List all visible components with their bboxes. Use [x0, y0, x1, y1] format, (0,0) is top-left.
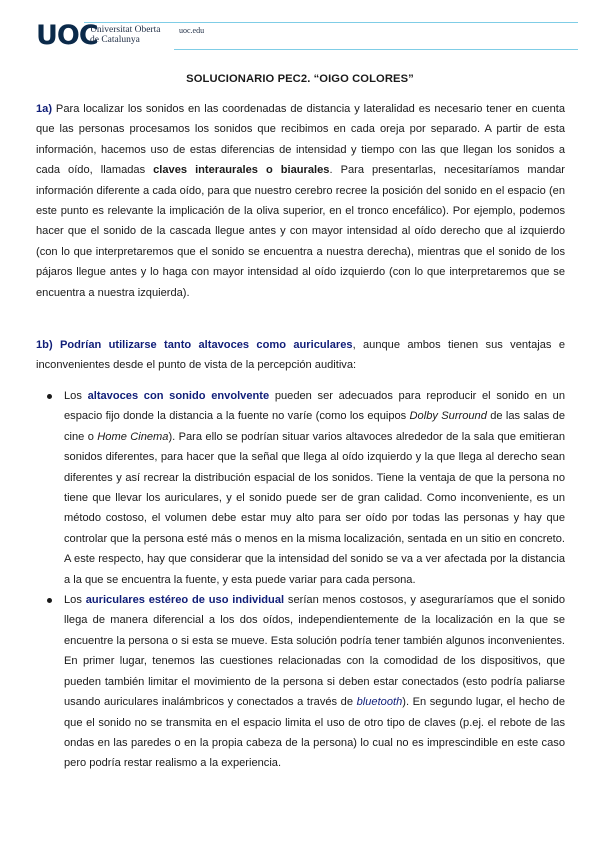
org-url: uoc.edu: [179, 26, 205, 35]
org-name: [90, 25, 160, 45]
bullet-2-text-3: ). En segundo lugar, el hecho de que el sonido no se transmita en el espacio limita el uso de otro tipo de claves (p.ej. el rebote de las ondas en las paredes o en la propia cabeza de la persona) lo cual no es imprescindible en este caso pero podría restar realismo a la experiencia.: [64, 696, 565, 770]
paragraph-1b-lead: [36, 335, 565, 376]
bullet-1-bold: altavoces con sonido envolvente: [87, 390, 270, 402]
list-item: [36, 590, 565, 774]
list-item: [36, 386, 565, 590]
section-label-1a: 1a): [36, 103, 53, 115]
section-label-1b: 1b) Podrían utilizarse tanto altavoces como auriculares: [36, 339, 353, 351]
bullet-icon: [47, 598, 52, 603]
bullet-1-text-3: de las salas de cine o: [64, 410, 565, 443]
page-title: SOLUCIONARIO PEC2. “OIGO COLORES”: [186, 73, 414, 85]
uoc-logo: UOC: [36, 20, 98, 51]
org-name-line1: Universitat Oberta: [90, 25, 161, 35]
paragraph-1a: [36, 99, 565, 303]
org-name-line2: de Catalunya: [90, 35, 140, 45]
bullet-icon: [47, 394, 52, 399]
bullet-1-italic-2: Home Cinema: [97, 430, 169, 443]
bullet-2-text: Los: [64, 594, 86, 607]
paragraph-1a-text-2: . Para presentarlas, necesitaríamos mandar información diferente a cada oído, para que nuestro cerebro recree la posición del sonido en el espacio (en este punto es relevante la implicación de la oliva superior, en el tronco encefálico). Por ejemplo, podemos hacer que el sonido de la cascada llegue antes y con mayor intensidad al oído derecho que al izquierdo (con lo que interpretaremos que el sonido se encuentra a nuestra derecha), mientras que el sonido de los pájaros llegue antes y lo haga con mayor intensidad al oído izquierdo (con lo que interpretaremos que se encuentra a nuestra izquierda).: [36, 164, 565, 299]
bullet-list: [36, 386, 565, 774]
bullet-2-italic: bluetooth: [356, 696, 403, 709]
bullet-2-text-2: serían menos costosos, y aseguraríamos que el sonido llega de manera diferencial a los dos oídos, independientemente de la localización en la que se encuentre la persona o si esta se mueve. Esta solución podría tener también algunos inconvenientes. En primer lugar, tenemos las cuestiones relacionadas con la comodidad de los dispositivos, que pueden también limitar el movimiento de la persona si deben estar conectados (esto podría paliarse usando auriculares inalámbricos y conectados a través de: [64, 594, 565, 709]
header-rule-bottom: [174, 49, 578, 50]
bullet-1-text-4: ). Para ello se podrían situar varios altavoces alrededor de la sala que emitieran sonidos diferentes, para hacer que la señal que llega al oído izquierdo y la que llega al derecho sean diferentes y así recrear la distribución espacial de los sonidos. Tiene la ventaja de que la persona no tiene que llevar los auriculares, y el sonido puede ser de gran calidad. Como inconveniente, es un método costoso, el volumen debe estar muy alto para ser oído por todas las personas y hay que controlar que la persona esté más o menos en la misma localización, sentada en un sitio en concreto. A este respecto, hay que considerar que la intensidad del sonido se va a ver afectada por la distancia a la que se encuentra la fuente, y esta puede variar para cada persona.: [64, 430, 566, 586]
bullet-1-text-2: pueden ser adecuados para reproducir el sonido en un espacio fijo donde la distancia a la fuente no varíe (como los equipos: [64, 390, 566, 423]
page-header: [36, 18, 540, 58]
paragraph-1a-bold: claves interaurales o biaurales: [153, 164, 330, 177]
header-rule-top: [84, 22, 578, 23]
bullet-1-italic-1: Dolby Surround: [409, 410, 487, 423]
paragraph-1a-text: Para localizar los sonidos en las coordenadas de distancia y lateralidad es necesario tener en cuenta que las personas procesamos los sonidos que recibimos en cada oreja por separado. A partir de esta información, hacemos uso de estas diferencias de intensidad y tiempo con las que llegan los sonidos a cada oído, llamadas: [36, 103, 565, 177]
paragraph-1b-lead-text: , aunque ambos tienen sus ventajas e inconvenientes desde el punto de vista de la percepción auditiva:: [36, 339, 565, 372]
bullet-2-bold: auriculares estéreo de uso individual: [85, 594, 285, 607]
bullet-1-text: Los: [64, 390, 88, 402]
